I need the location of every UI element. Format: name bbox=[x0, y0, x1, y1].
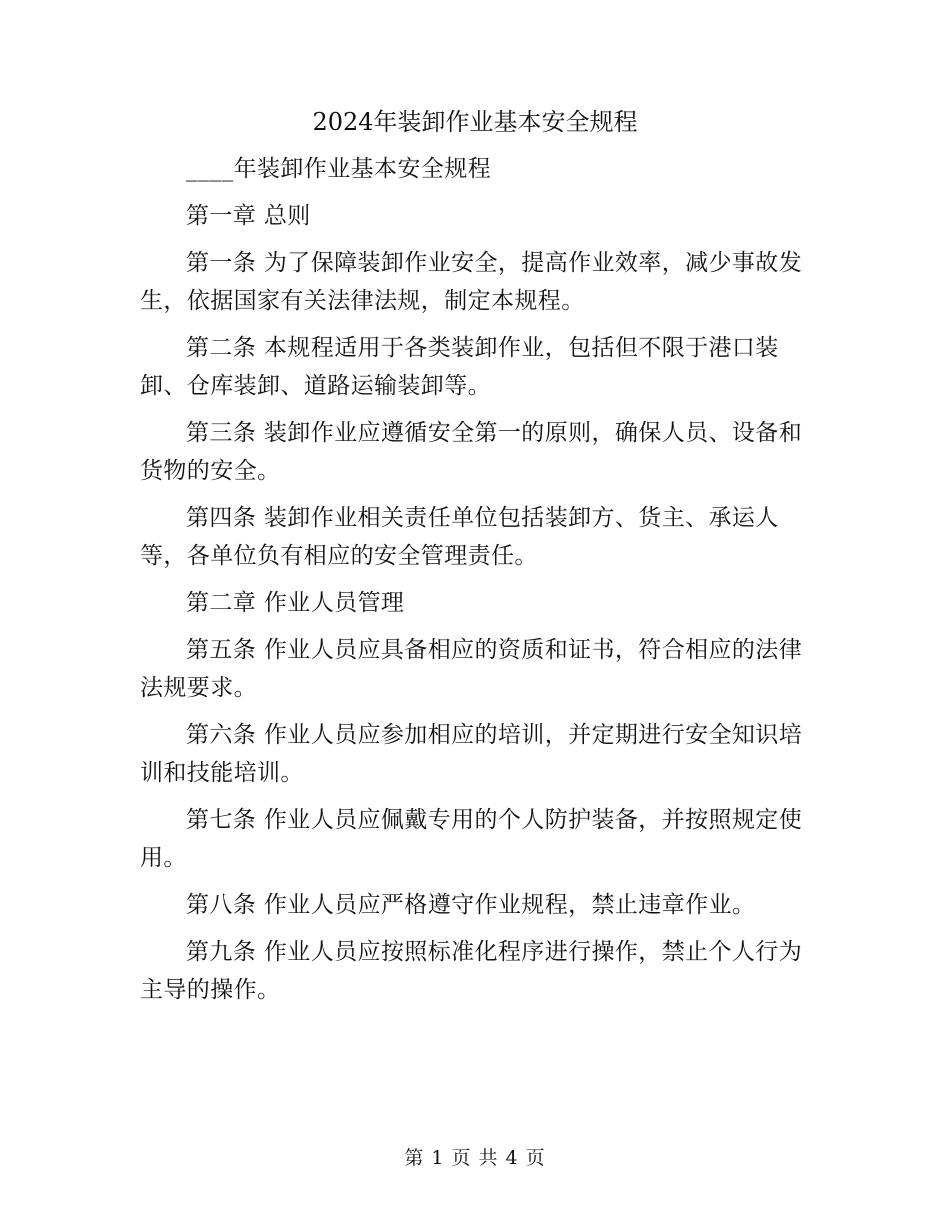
article-paragraph: 第八条 作业人员应严格遵守作业规程，禁止违章作业。 bbox=[186, 892, 756, 918]
article-paragraph: 第三条 装卸作业应遵循安全第一的原则，确保人员、设备和货物的安全。 bbox=[140, 420, 803, 484]
article-paragraph: 第五条 作业人员应具备相应的资质和证书，符合相应的法律法规要求。 bbox=[140, 637, 803, 701]
article-paragraph: 第六条 作业人员应参加相应的培训，并定期进行安全知识培训和技能培训。 bbox=[140, 722, 803, 786]
article-paragraph: 第一条 为了保障装卸作业安全，提高作业效率，减少事故发生，依据国家有关法律法规，制定本规程。 bbox=[140, 250, 803, 314]
page-number-footer: 第 1 页 共 4 页 bbox=[404, 1147, 546, 1169]
document-body bbox=[140, 150, 812, 1018]
document-title: 2024年装卸作业基本安全规程 bbox=[312, 108, 638, 136]
article-paragraph: 第七条 作业人员应佩戴专用的个人防护装备，并按照规定使用。 bbox=[140, 807, 803, 871]
paragraph: ____年装卸作业基本安全规程 bbox=[186, 156, 491, 182]
chapter-heading: 第二章 作业人员管理 bbox=[186, 590, 405, 616]
article-paragraph: 第四条 装卸作业相关责任单位包括装卸方、货主、承运人等，各单位负有相应的安全管理责任。 bbox=[140, 505, 779, 569]
article-paragraph: 第九条 作业人员应按照标准化程序进行操作，禁止个人行为主导的操作。 bbox=[140, 939, 803, 1003]
article-paragraph: 第二条 本规程适用于各类装卸作业，包括但不限于港口装卸、仓库装卸、道路运输装卸等。 bbox=[140, 335, 779, 399]
chapter-heading: 第一章 总则 bbox=[186, 203, 311, 229]
